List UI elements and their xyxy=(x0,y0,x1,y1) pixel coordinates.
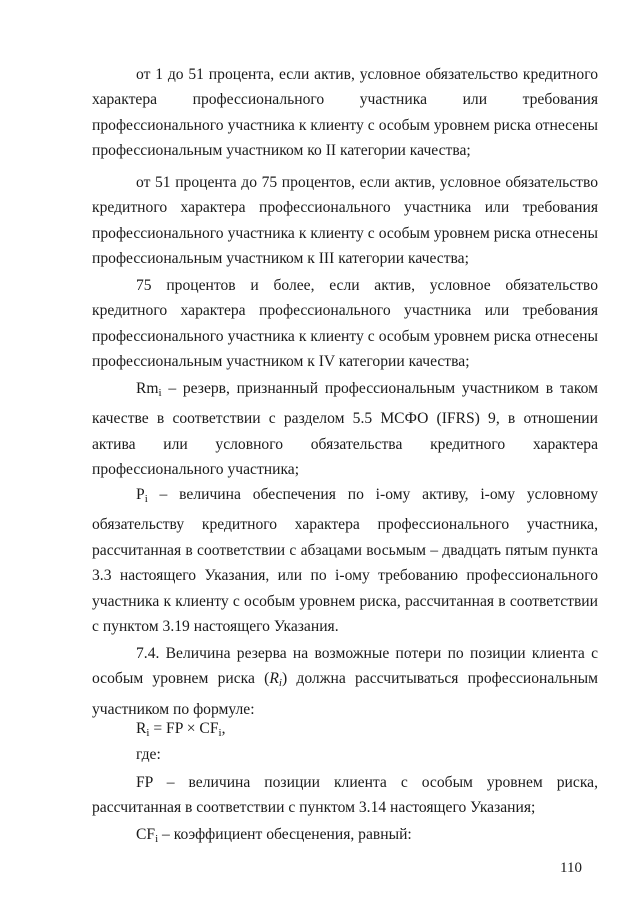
formula-end: , xyxy=(221,720,226,737)
paragraph-fp-definition xyxy=(92,770,598,821)
p74-text-b: ) должна рассчитываться профессиональным участником по формуле: xyxy=(92,670,598,718)
p-text: – величина обеспечения по i-ому активу, i-ому условному обязательству кредитного характера профессионального участника, рассчитанная в соответствии с абзацами восьмым – двадцать пятым пункта 3.3 настоящего Указания, или по i-ому требованию профессионального участника к клиенту с особым уровнем риска, рассчитанная в соответствии с пунктом 3.19 настоящего Указания. xyxy=(92,486,598,636)
fp-text: – величина позиции клиента с особым уровнем риска, рассчитанная в соответствии с пунктом 3.14 настоящего Указания; xyxy=(92,774,598,817)
where-label: где: xyxy=(136,746,161,763)
cf-text: – коэффициент обесценения, равный: xyxy=(158,826,412,843)
paragraph-category-iii: от 51 процента до 75 процентов, если актив, условное обязательство кредитного характера профессионального участника или требования профессионального участника к клиенту с особым уровнем риска отнесены профессиональным участником к III категории качества; xyxy=(92,174,598,268)
p74-text-a: 7.4. Величина резерва на возможные потери по позиции клиента с особым уровнем риска ( xyxy=(92,645,598,688)
formula-mid: = FP × CF xyxy=(149,720,219,737)
rm-text: – резерв, признанный профессиональным участником в таком качестве в соответствии с разделом 5.5 МСФО (IFRS) 9, в отношении актива или условного обязательства кредитного характера профессионального участника; xyxy=(92,380,598,479)
formula-lhs: R xyxy=(136,720,147,737)
formula-rhs-subscript: i xyxy=(218,727,222,739)
paragraph-7-4 xyxy=(92,641,598,722)
rm-subscript: i xyxy=(158,387,162,399)
ri-symbol: R xyxy=(269,670,279,688)
page-number: 110 xyxy=(560,860,582,876)
paragraph-category-ii: от 1 до 51 процента, если актив, условное обязательство кредитного характера профессионального участника или требования профессионального участника к клиенту с особым уровнем риска отнесены профессиональным участником ко II категории качества; xyxy=(92,66,598,160)
fp-symbol: FP xyxy=(136,774,153,791)
paragraph-category-iv: 75 процентов и более, если актив, условное обязательство кредитного характера профессионального участника или требования профессионального участника к клиенту с особым уровнем риска отнесены профессиональным участником к IV категории качества; xyxy=(92,277,598,371)
paragraph-rm-definition xyxy=(92,376,598,483)
cf-symbol: CF xyxy=(136,826,156,843)
p-symbol: P xyxy=(136,486,145,503)
rm-symbol: Rm xyxy=(136,380,159,397)
formula-lhs-subscript: i xyxy=(146,727,150,739)
paragraph-cf-definition xyxy=(136,822,412,852)
ri-subscript: i xyxy=(278,677,282,690)
cf-subscript: i xyxy=(155,833,159,845)
paragraph-p-definition xyxy=(92,482,598,639)
p-subscript: i xyxy=(144,493,148,505)
